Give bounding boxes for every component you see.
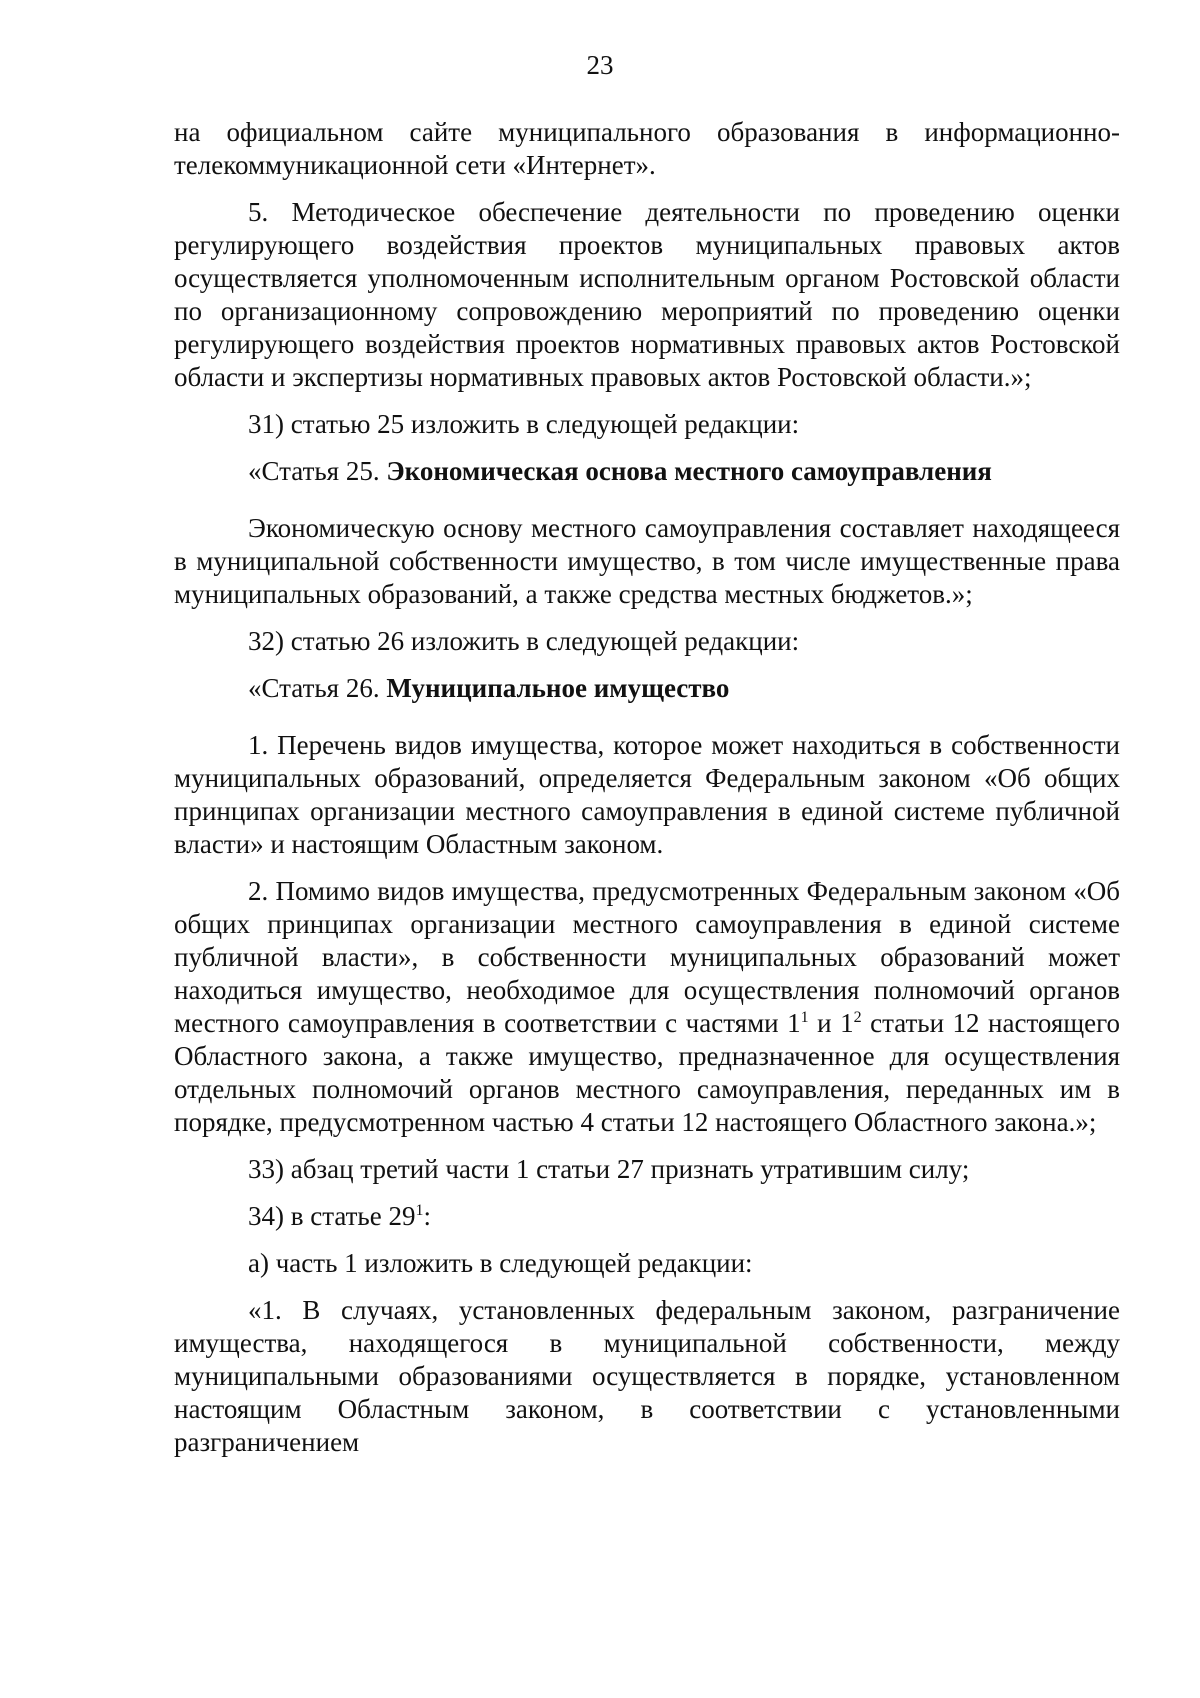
paragraph-item-34 (174, 1200, 1120, 1233)
item-34-text-b: : (423, 1201, 431, 1231)
paragraph-property-types (174, 875, 1120, 1139)
item-34-text-a: 34) в статье 29 (248, 1201, 416, 1231)
paragraph-economic-basis: Экономическую основу местного самоуправления составляет находящееся в муниципальной собственности имущество, в том числе имущественные права муниципальных образований, а также средства местных бюджетов.»; (174, 513, 1120, 609)
paragraph-subitem-a: а) часть 1 изложить в следующей редакции: (248, 1248, 753, 1278)
paragraph-item-32: 32) статью 26 изложить в следующей редакции: (248, 626, 800, 656)
property-types-text-c: статьи 12 настоящего Областного закона, а также имущество, предназначенное для осуществления отдельных полномочий органов местного самоуправления, переданных им в порядке, предусмотренном частью 4 статьи 12 настоящего Областного закона.»; (174, 1008, 1120, 1137)
page-number: 23 (586, 50, 614, 80)
paragraph-item-31: 31) статью 25 изложить в следующей редакции: (248, 409, 800, 439)
property-types-text-b: и 1 (808, 1008, 854, 1038)
superscript-2: 2 (853, 1009, 862, 1026)
paragraph-property-division: «1. В случаях, установленных федеральным законом, разграничение имущества, находящегося в муниципальной собственности, между муниципальными образованиями осуществляется в порядке, установленном настоящим Областным законом, в соответствии с установленными разграничением (174, 1295, 1120, 1457)
paragraph-property-list: 1. Перечень видов имущества, которое может находиться в собственности муниципальных образований, определяется Федеральным законом «Об общих принципах организации местного самоуправления в единой системе публичной власти» и настоящим Областным законом. (174, 730, 1120, 859)
article-26-prefix: «Статья 26. (248, 673, 380, 703)
paragraph-methodical-support: 5. Методическое обеспечение деятельности по проведению оценки регулирующего воздействия проектов муниципальных правовых актов осуществляется уполномоченным исполнительным органом Ростовской области по организационному сопровождению мероприятий по проведению оценки регулирующего воздействия проектов нормативных правовых актов Ростовской области и экспертизы нормативных правовых актов Ростовской области.»; (174, 197, 1120, 392)
superscript-1: 1 (800, 1009, 809, 1026)
article-25-title: Экономическая основа местного самоуправления (386, 456, 992, 486)
superscript-29-1: 1 (415, 1202, 424, 1219)
article-25-prefix: «Статья 25. (248, 456, 380, 486)
property-types-text-a: 2. Помимо видов имущества, предусмотренных Федеральным законом «Об общих принципах организации местного самоуправления в единой системе публичной власти», в собственности муниципальных образований может находиться имущество, необходимое для осуществления полномочий органов местного самоуправления в соответствии с частями 1 (174, 876, 1120, 1038)
article-26-title: Муниципальное имущество (386, 673, 730, 703)
paragraph-1: на официальном сайте муниципального образования в информационно-телекоммуникационной сети «Интернет». (174, 117, 1120, 180)
article-25-heading (174, 455, 1120, 488)
document-body (174, 116, 1120, 1473)
article-26-heading (174, 672, 1120, 705)
paragraph-item-33: 33) абзац третий части 1 статьи 27 признать утратившим силу; (248, 1154, 970, 1184)
